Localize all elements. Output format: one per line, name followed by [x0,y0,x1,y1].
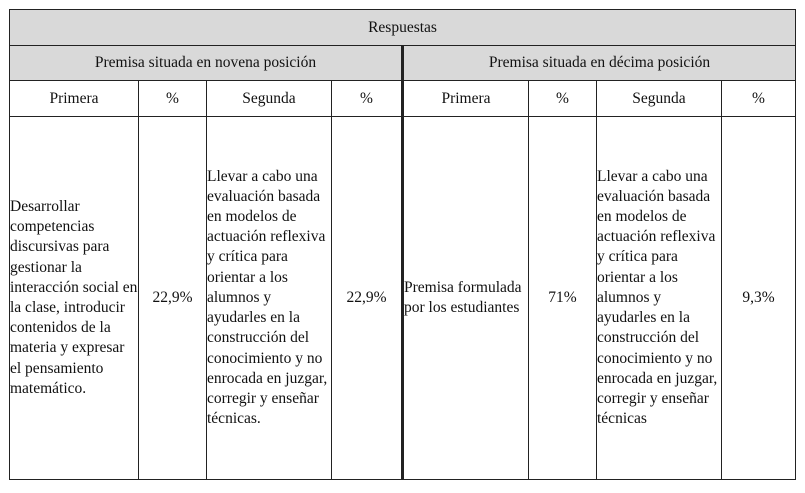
column-header: % [332,81,403,117]
column-header: % [529,81,597,117]
group-header-novena: Premisa situada en novena posición [10,46,403,81]
column-header: Primera [10,81,139,117]
decima-primera-cell: Premisa formulada por los estudiantes [403,117,529,480]
column-header: % [722,81,796,117]
premisa-header-row [10,46,796,81]
column-header: Segunda [597,81,722,117]
novena-primera-pct-cell: 22,9% [139,117,207,480]
decima-segunda-cell: Llevar a cabo una evaluación basada en modelos de actuación reflexiva y crítica para orientar a los alumnos y ayudarles en la construcción del conocimiento y no enrocada en juzgar, corregir y enseñar técnicas [597,117,722,480]
column-header-row [10,81,796,117]
title-row [10,10,796,46]
novena-primera-cell: Desarrollar competencias discursivas para gestionar la interacción social en la clase, introducir contenidos de la materia y expresar el pensamiento matemático. [10,117,139,480]
table-row [10,117,796,480]
novena-segunda-pct-cell: 22,9% [332,117,403,480]
decima-primera-pct-cell: 71% [529,117,597,480]
novena-segunda-cell: Llevar a cabo una evaluación basada en modelos de actuación reflexiva y crítica para orientar a los alumnos y ayudarles en la construcción del conocimiento y no enrocada en juzgar, corregir y enseñar técnicas. [207,117,332,480]
table-title: Respuestas [10,10,796,46]
group-header-decima: Premisa situada en décima posición [403,46,796,81]
column-header: Primera [403,81,529,117]
column-header: Segunda [207,81,332,117]
respuestas-table [9,9,796,480]
column-header: % [139,81,207,117]
decima-segunda-pct-cell: 9,3% [722,117,796,480]
